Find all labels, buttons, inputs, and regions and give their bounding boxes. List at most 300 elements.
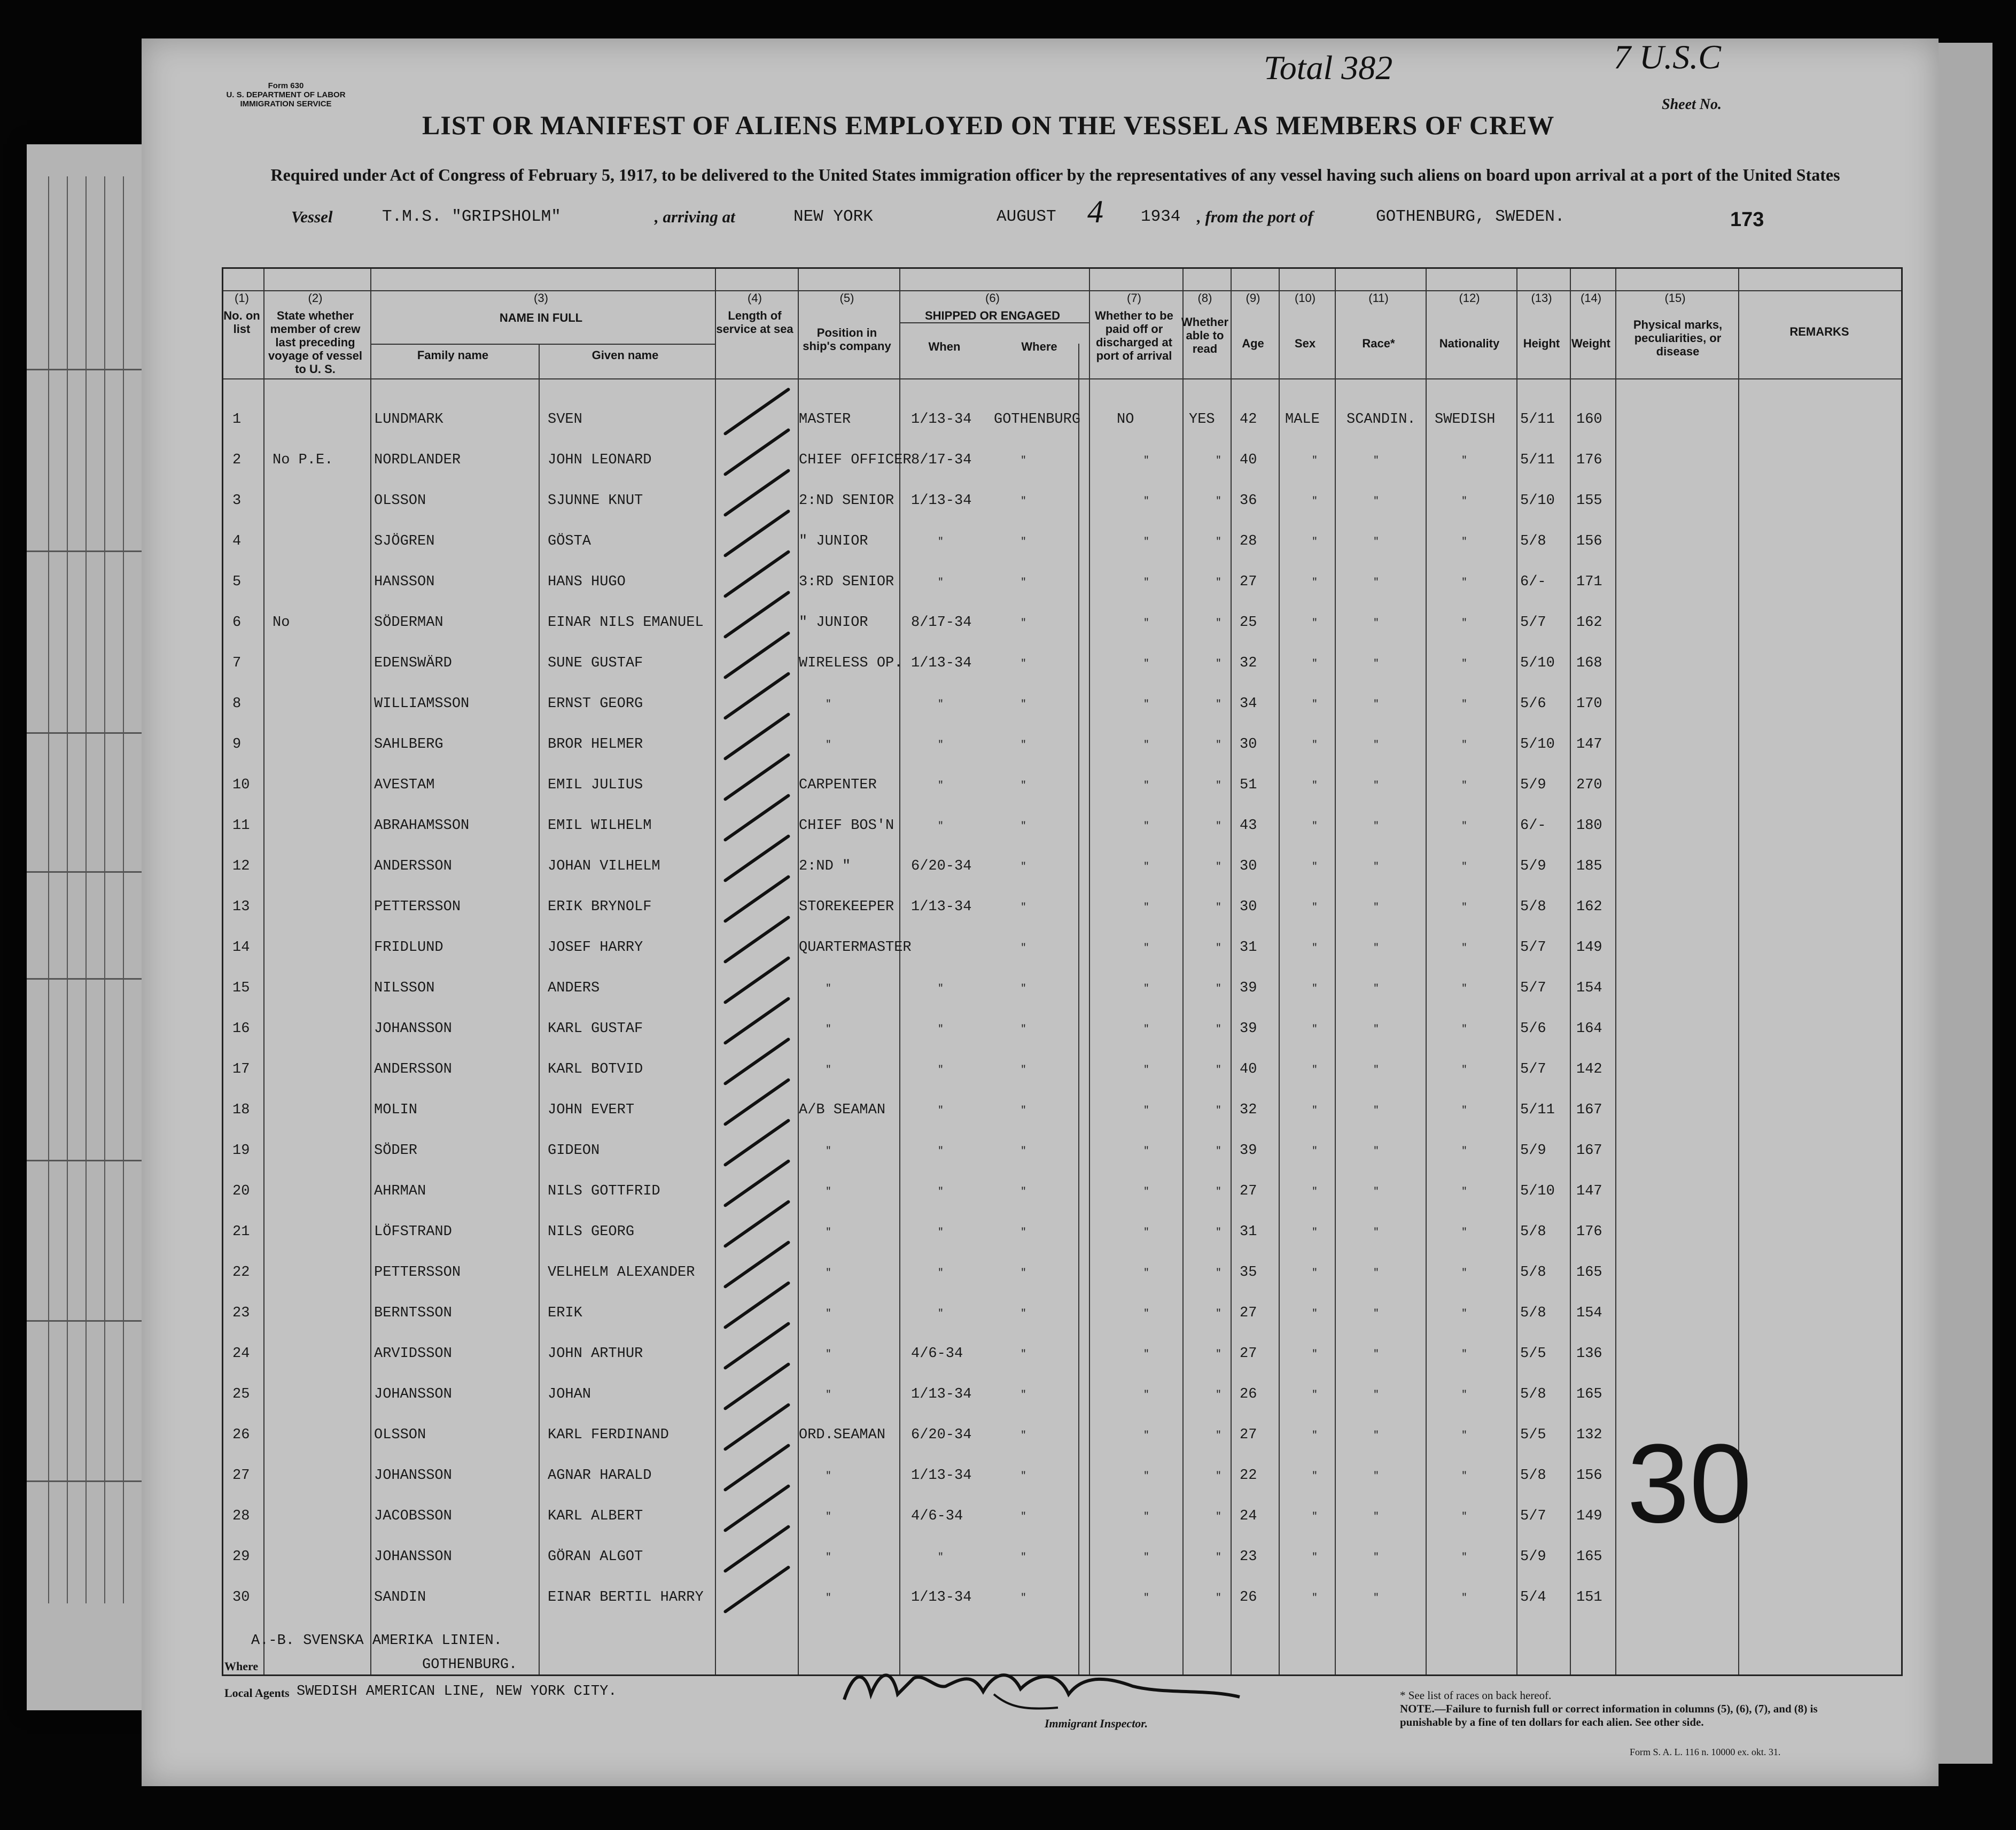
cell-shipped-when: " bbox=[938, 740, 944, 750]
cell-able-to-read: YES bbox=[1189, 412, 1215, 428]
cell-position: STOREKEEPER bbox=[799, 899, 894, 915]
cell-sex: " bbox=[1312, 1024, 1318, 1035]
cell-sex: " bbox=[1312, 1065, 1318, 1075]
cell-height: 5/9 bbox=[1520, 1143, 1546, 1159]
cell-height: 5/6 bbox=[1520, 1021, 1546, 1037]
cell-position: " bbox=[826, 1593, 831, 1603]
cell-height: 5/7 bbox=[1520, 1061, 1546, 1077]
cell-family-name: OLSSON bbox=[374, 1427, 426, 1443]
cell-age: 31 bbox=[1240, 940, 1257, 956]
cell-able-to-read: " bbox=[1216, 1268, 1221, 1278]
cell-shipped-when: " bbox=[938, 821, 944, 832]
cell-nationality: " bbox=[1461, 455, 1467, 466]
cell-row-number: 5 bbox=[232, 574, 242, 590]
cell-shipped-when: " bbox=[938, 1552, 944, 1563]
col-header-height: Height bbox=[1523, 337, 1560, 350]
cell-sex: " bbox=[1312, 577, 1318, 588]
cell-family-name: BERNTSSON bbox=[374, 1305, 452, 1321]
cell-nationality: " bbox=[1461, 1227, 1467, 1238]
cell-shipped-where: " bbox=[1021, 902, 1026, 913]
cell-family-name: JOHANSSON bbox=[374, 1468, 452, 1484]
cell-able-to-read: " bbox=[1216, 1390, 1221, 1400]
page-subtitle: Required under Act of Congress of February 5, 1917, to be delivered to the United States immigration officer by the representatives of any vessel having such aliens on board upon arrival at a port of the United States bbox=[270, 165, 1840, 184]
cell-weight: 165 bbox=[1576, 1386, 1602, 1402]
col-header-physical-marks: Physical marks, peculiarities, or disease bbox=[1633, 318, 1723, 358]
cell-age: 39 bbox=[1240, 1021, 1257, 1037]
cell-weight: 185 bbox=[1576, 858, 1602, 874]
cell-paid-off: " bbox=[1143, 1187, 1149, 1197]
col-num: (7) bbox=[1127, 291, 1141, 305]
cell-able-to-read: " bbox=[1216, 1227, 1221, 1238]
count-note: 30 bbox=[1627, 1421, 1752, 1546]
cell-position: " JUNIOR bbox=[799, 533, 868, 549]
cell-height: 5/8 bbox=[1520, 1468, 1546, 1484]
cell-paid-off: " bbox=[1143, 740, 1149, 750]
cell-age: 27 bbox=[1240, 1346, 1257, 1362]
cell-nationality: " bbox=[1461, 1593, 1467, 1603]
cell-shipped-where: GOTHENBURG bbox=[994, 412, 1081, 428]
cell-row-number: 9 bbox=[232, 736, 242, 753]
cell-shipped-when: 1/13-34 bbox=[911, 1589, 972, 1606]
form-code: Form S. A. L. 116 n. 10000 ex. okt. 31. bbox=[1630, 1747, 1781, 1757]
cell-family-name: NILSSON bbox=[374, 980, 435, 996]
cell-weight: 180 bbox=[1576, 818, 1602, 834]
cell-able-to-read: " bbox=[1216, 862, 1221, 872]
cell-given-name: JOHN EVERT bbox=[548, 1102, 635, 1118]
col-header-family-name: Family name bbox=[417, 348, 489, 362]
cell-race: " bbox=[1373, 577, 1379, 588]
cell-age: 27 bbox=[1240, 1183, 1257, 1199]
cell-sex: " bbox=[1312, 1268, 1318, 1278]
footnote-races: * See list of races on back hereof. bbox=[1400, 1689, 1552, 1702]
cell-nationality: " bbox=[1461, 577, 1467, 588]
cell-position: " bbox=[826, 1511, 831, 1522]
cell-previous-voyage: No bbox=[273, 615, 290, 631]
col-num: (8) bbox=[1197, 291, 1212, 305]
cell-nationality: " bbox=[1461, 658, 1467, 669]
arrival-year: 1934 bbox=[1141, 207, 1181, 226]
cell-family-name: PETTERSSON bbox=[374, 1265, 461, 1281]
cell-nationality: " bbox=[1461, 943, 1467, 953]
cell-height: 5/8 bbox=[1520, 1265, 1546, 1281]
col-num: (6) bbox=[985, 291, 1000, 305]
cell-family-name: JOHANSSON bbox=[374, 1386, 452, 1402]
cell-nationality: " bbox=[1461, 902, 1467, 913]
sheet-label: Sheet No. bbox=[1662, 96, 1722, 113]
cell-given-name: KARL BOTVID bbox=[548, 1061, 643, 1077]
cell-able-to-read: " bbox=[1216, 1471, 1221, 1482]
cell-position: CHIEF BOS'N bbox=[799, 818, 894, 834]
cell-position: 2:ND SENIOR bbox=[799, 493, 894, 509]
cell-nationality: SWEDISH bbox=[1435, 412, 1496, 428]
cell-nationality: " bbox=[1461, 1430, 1467, 1441]
cell-shipped-where: " bbox=[1021, 1105, 1026, 1116]
cell-nationality: " bbox=[1461, 1105, 1467, 1116]
corner-note: 7 U.S.C bbox=[1614, 38, 1721, 76]
cell-sex: " bbox=[1312, 455, 1318, 466]
cell-given-name: VELHELM ALEXANDER bbox=[548, 1265, 695, 1281]
cell-age: 40 bbox=[1240, 452, 1257, 468]
col-num: (9) bbox=[1246, 291, 1260, 305]
sheet-number: 173 bbox=[1730, 208, 1764, 231]
cell-height: 5/10 bbox=[1520, 1183, 1555, 1199]
cell-given-name: NILS GOTTFRID bbox=[548, 1183, 660, 1199]
cell-given-name: JOHAN bbox=[548, 1386, 591, 1402]
cell-family-name: AHRMAN bbox=[374, 1183, 426, 1199]
cell-shipped-where: " bbox=[1021, 496, 1026, 507]
cell-family-name: AVESTAM bbox=[374, 777, 435, 793]
cell-able-to-read: " bbox=[1216, 455, 1221, 466]
cell-nationality: " bbox=[1461, 537, 1467, 547]
cell-row-number: 15 bbox=[232, 980, 250, 996]
cell-shipped-where: " bbox=[1021, 618, 1026, 629]
cell-position: " bbox=[826, 1552, 831, 1563]
cell-family-name: WILLIAMSSON bbox=[374, 696, 470, 712]
cell-sex: " bbox=[1312, 1471, 1318, 1482]
cell-row-number: 8 bbox=[232, 696, 242, 712]
cell-height: 5/7 bbox=[1520, 615, 1546, 631]
cell-height: 5/9 bbox=[1520, 1549, 1546, 1565]
cell-race: " bbox=[1373, 1552, 1379, 1563]
cell-nationality: " bbox=[1461, 1187, 1467, 1197]
cell-row-number: 14 bbox=[232, 940, 250, 956]
cell-height: 5/8 bbox=[1520, 1224, 1546, 1240]
cell-paid-off: " bbox=[1143, 1349, 1149, 1360]
cell-able-to-read: " bbox=[1216, 902, 1221, 913]
cell-row-number: 6 bbox=[232, 615, 242, 631]
cell-family-name: JOHANSSON bbox=[374, 1549, 452, 1565]
cell-shipped-when: " bbox=[938, 1105, 944, 1116]
cell-height: 5/8 bbox=[1520, 899, 1546, 915]
cell-age: 39 bbox=[1240, 1143, 1257, 1159]
cell-weight: 132 bbox=[1576, 1427, 1602, 1443]
cell-paid-off: " bbox=[1143, 862, 1149, 872]
col-num: (12) bbox=[1459, 291, 1480, 305]
cell-weight: 165 bbox=[1576, 1549, 1602, 1565]
cell-race: " bbox=[1373, 1268, 1379, 1278]
cell-age: 22 bbox=[1240, 1468, 1257, 1484]
cell-shipped-when: 1/13-34 bbox=[911, 1386, 972, 1402]
total-note: Total 382 bbox=[1264, 49, 1393, 87]
vessel-label: Vessel bbox=[291, 207, 333, 226]
cell-able-to-read: " bbox=[1216, 1187, 1221, 1197]
cell-age: 25 bbox=[1240, 615, 1257, 631]
cell-row-number: 7 bbox=[232, 655, 242, 671]
cell-weight: 156 bbox=[1576, 1468, 1602, 1484]
col-header-given-name: Given name bbox=[591, 348, 659, 362]
cell-age: 30 bbox=[1240, 858, 1257, 874]
cell-race: " bbox=[1373, 862, 1379, 872]
cell-sex: " bbox=[1312, 780, 1318, 791]
cell-row-number: 20 bbox=[232, 1183, 250, 1199]
cell-shipped-when: " bbox=[938, 537, 944, 547]
cell-shipped-when: " bbox=[938, 1065, 944, 1075]
cell-weight: 155 bbox=[1576, 493, 1602, 509]
cell-able-to-read: " bbox=[1216, 943, 1221, 953]
col-num: (13) bbox=[1531, 291, 1552, 305]
cell-family-name: EDENSWÄRD bbox=[374, 655, 452, 671]
col-num: (4) bbox=[748, 291, 762, 305]
cell-weight: 170 bbox=[1576, 696, 1602, 712]
cell-position: CARPENTER bbox=[799, 777, 877, 793]
cell-given-name: KARL ALBERT bbox=[548, 1508, 643, 1524]
cell-sex: " bbox=[1312, 740, 1318, 750]
cell-sex: " bbox=[1312, 983, 1318, 994]
cell-position: " bbox=[826, 740, 831, 750]
cell-weight: 147 bbox=[1576, 736, 1602, 753]
cell-shipped-when: " bbox=[938, 983, 944, 994]
cell-position: A/B SEAMAN bbox=[799, 1102, 886, 1118]
cell-height: 5/9 bbox=[1520, 777, 1546, 793]
col-header-age: Age bbox=[1242, 337, 1264, 350]
cell-shipped-where: " bbox=[1021, 1593, 1026, 1603]
cell-race: " bbox=[1373, 1146, 1379, 1157]
cell-age: 42 bbox=[1240, 412, 1257, 428]
cell-position: " bbox=[826, 1349, 831, 1360]
cell-able-to-read: " bbox=[1216, 658, 1221, 669]
cell-height: 5/4 bbox=[1520, 1589, 1546, 1606]
cell-row-number: 18 bbox=[232, 1102, 250, 1118]
col-header-service: Length of service at sea bbox=[716, 309, 793, 336]
cell-position: QUARTERMASTER bbox=[799, 940, 912, 956]
cell-given-name: ERNST GEORG bbox=[548, 696, 643, 712]
cell-weight: 160 bbox=[1576, 412, 1602, 428]
cell-nationality: " bbox=[1461, 1471, 1467, 1482]
cell-sex: MALE bbox=[1285, 412, 1320, 428]
cell-age: 32 bbox=[1240, 655, 1257, 671]
cell-paid-off: " bbox=[1143, 780, 1149, 791]
cell-race: " bbox=[1373, 537, 1379, 547]
cell-given-name: JOHAN VILHELM bbox=[548, 858, 660, 874]
cell-row-number: 10 bbox=[232, 777, 250, 793]
cell-able-to-read: " bbox=[1216, 780, 1221, 791]
cell-position: " bbox=[826, 1471, 831, 1482]
cell-nationality: " bbox=[1461, 1349, 1467, 1360]
cell-row-number: 27 bbox=[232, 1468, 250, 1484]
cell-position: " bbox=[826, 1268, 831, 1278]
cell-shipped-when: " bbox=[938, 1268, 944, 1278]
cell-shipped-where: " bbox=[1021, 821, 1026, 832]
cell-sex: " bbox=[1312, 1146, 1318, 1157]
cell-family-name: ANDERSSON bbox=[374, 858, 452, 874]
col-header-read: Whether able to read bbox=[1181, 315, 1228, 355]
cell-sex: " bbox=[1312, 496, 1318, 507]
cell-shipped-where: " bbox=[1021, 983, 1026, 994]
cell-paid-off: " bbox=[1143, 821, 1149, 832]
cell-given-name: ANDERS bbox=[548, 980, 600, 996]
cell-row-number: 19 bbox=[232, 1143, 250, 1159]
cell-position: MASTER bbox=[799, 412, 851, 428]
cell-paid-off: " bbox=[1143, 1024, 1149, 1035]
cell-given-name: JOSEF HARRY bbox=[548, 940, 643, 956]
cell-age: 36 bbox=[1240, 493, 1257, 509]
cell-row-number: 1 bbox=[232, 412, 242, 428]
cell-nationality: " bbox=[1461, 780, 1467, 791]
cell-race: " bbox=[1373, 1511, 1379, 1522]
cell-shipped-where: " bbox=[1021, 699, 1026, 710]
cell-row-number: 25 bbox=[232, 1386, 250, 1402]
cell-paid-off: " bbox=[1143, 1552, 1149, 1563]
cell-nationality: " bbox=[1461, 1552, 1467, 1563]
cell-family-name: ABRAHAMSSON bbox=[374, 818, 470, 834]
cell-shipped-where: " bbox=[1021, 740, 1026, 750]
cell-family-name: SANDIN bbox=[374, 1589, 426, 1606]
cell-race: " bbox=[1373, 902, 1379, 913]
cell-nationality: " bbox=[1461, 618, 1467, 629]
cell-able-to-read: " bbox=[1216, 1065, 1221, 1075]
cell-height: 5/10 bbox=[1520, 493, 1555, 509]
cell-paid-off: NO bbox=[1117, 412, 1134, 428]
where-label: Where bbox=[224, 1660, 259, 1673]
cell-family-name: ARVIDSSON bbox=[374, 1346, 452, 1362]
cell-race: " bbox=[1373, 1024, 1379, 1035]
cell-weight: 176 bbox=[1576, 452, 1602, 468]
cell-row-number: 30 bbox=[232, 1589, 250, 1606]
inspector-signature bbox=[834, 1657, 1250, 1716]
cell-able-to-read: " bbox=[1216, 537, 1221, 547]
cell-position: " bbox=[826, 1024, 831, 1035]
cell-paid-off: " bbox=[1143, 455, 1149, 466]
cell-sex: " bbox=[1312, 699, 1318, 710]
cell-position: CHIEF OFFICER bbox=[799, 452, 912, 468]
cell-shipped-when: " bbox=[938, 1227, 944, 1238]
cell-position: " bbox=[826, 1065, 831, 1075]
cell-position: WIRELESS OP. bbox=[799, 655, 903, 671]
cell-family-name: OLSSON bbox=[374, 493, 426, 509]
vessel-name: T.M.S. "GRIPSHOLM" bbox=[382, 207, 561, 226]
cell-given-name: BROR HELMER bbox=[548, 736, 643, 753]
cell-position: 2:ND " bbox=[799, 858, 851, 874]
cell-given-name: KARL GUSTAF bbox=[548, 1021, 643, 1037]
cell-paid-off: " bbox=[1143, 1308, 1149, 1319]
cell-sex: " bbox=[1312, 902, 1318, 913]
cell-family-name: PETTERSSON bbox=[374, 899, 461, 915]
cell-age: 27 bbox=[1240, 1305, 1257, 1321]
cell-shipped-when: " bbox=[938, 577, 944, 588]
col-num: (5) bbox=[839, 291, 854, 305]
cell-weight: 156 bbox=[1576, 533, 1602, 549]
col-header-race: Race* bbox=[1362, 337, 1395, 350]
cell-height: 6/- bbox=[1520, 818, 1546, 834]
footnote-fine: NOTE.—Failure to furnish full or correct information in columns (5), (6), (7), and (8) is punishable by a fine of ten dollars for each alien. See other side. bbox=[1400, 1702, 1818, 1728]
cell-shipped-when: " bbox=[938, 1308, 944, 1319]
from-port: GOTHENBURG, SWEDEN. bbox=[1376, 207, 1565, 226]
cell-height: 5/7 bbox=[1520, 940, 1546, 956]
cell-family-name: JACOBSSON bbox=[374, 1508, 452, 1524]
cell-paid-off: " bbox=[1143, 537, 1149, 547]
cell-shipped-where: " bbox=[1021, 658, 1026, 669]
cell-shipped-where: " bbox=[1021, 577, 1026, 588]
cell-nationality: " bbox=[1461, 699, 1467, 710]
cell-height: 5/5 bbox=[1520, 1346, 1546, 1362]
cell-shipped-where: " bbox=[1021, 1390, 1026, 1400]
cell-weight: 149 bbox=[1576, 1508, 1602, 1524]
inspector-label: Immigrant Inspector. bbox=[1045, 1717, 1148, 1730]
cell-shipped-where: " bbox=[1021, 1308, 1026, 1319]
cell-shipped-where: " bbox=[1021, 1146, 1026, 1157]
cell-paid-off: " bbox=[1143, 1471, 1149, 1482]
cell-age: 26 bbox=[1240, 1386, 1257, 1402]
col-header-remarks: REMARKS bbox=[1789, 325, 1849, 338]
cell-shipped-where: " bbox=[1021, 780, 1026, 791]
arriving-port: NEW YORK bbox=[793, 207, 873, 226]
cell-race: " bbox=[1373, 943, 1379, 953]
cell-race: " bbox=[1373, 821, 1379, 832]
cell-given-name: ERIK BRYNOLF bbox=[548, 899, 652, 915]
cell-paid-off: " bbox=[1143, 1065, 1149, 1075]
cell-sex: " bbox=[1312, 1430, 1318, 1441]
cell-paid-off: " bbox=[1143, 699, 1149, 710]
cell-shipped-when: 6/20-34 bbox=[911, 858, 972, 874]
page-title: LIST OR MANIFEST OF ALIENS EMPLOYED ON THE VESSEL AS MEMBERS OF CREW bbox=[422, 110, 1555, 140]
where-value: GOTHENBURG. bbox=[422, 1657, 518, 1673]
agents-label: Local Agents bbox=[224, 1686, 290, 1700]
cell-paid-off: " bbox=[1143, 496, 1149, 507]
cell-height: 5/11 bbox=[1520, 412, 1555, 428]
col-header-position: Position in ship's company bbox=[803, 326, 891, 353]
cell-height: 5/10 bbox=[1520, 736, 1555, 753]
cell-shipped-where: " bbox=[1021, 1024, 1026, 1035]
cell-nationality: " bbox=[1461, 1308, 1467, 1319]
cell-able-to-read: " bbox=[1216, 496, 1221, 507]
agents-value: SWEDISH AMERICAN LINE, NEW YORK CITY. bbox=[297, 1684, 617, 1700]
col-header-paid-off: Whether to be paid off or discharged at port of arrival bbox=[1095, 309, 1173, 362]
cell-height: 5/8 bbox=[1520, 533, 1546, 549]
cell-given-name: GIDEON bbox=[548, 1143, 600, 1159]
cell-paid-off: " bbox=[1143, 577, 1149, 588]
cell-age: 26 bbox=[1240, 1589, 1257, 1606]
cell-paid-off: " bbox=[1143, 1146, 1149, 1157]
cell-age: 31 bbox=[1240, 1224, 1257, 1240]
cell-age: 35 bbox=[1240, 1265, 1257, 1281]
cell-race: " bbox=[1373, 1065, 1379, 1075]
cell-paid-off: " bbox=[1143, 902, 1149, 913]
cell-race: " bbox=[1373, 1349, 1379, 1360]
cell-paid-off: " bbox=[1143, 618, 1149, 629]
cell-shipped-when: 1/13-34 bbox=[911, 655, 972, 671]
cell-height: 5/7 bbox=[1520, 1508, 1546, 1524]
cell-shipped-where: " bbox=[1021, 943, 1026, 953]
cell-able-to-read: " bbox=[1216, 1593, 1221, 1603]
cell-row-number: 3 bbox=[232, 493, 242, 509]
cell-weight: 147 bbox=[1576, 1183, 1602, 1199]
cell-row-number: 28 bbox=[232, 1508, 250, 1524]
cell-sex: " bbox=[1312, 537, 1318, 547]
cell-given-name: GÖRAN ALGOT bbox=[548, 1549, 643, 1565]
cell-nationality: " bbox=[1461, 983, 1467, 994]
cell-paid-off: " bbox=[1143, 1268, 1149, 1278]
cell-shipped-where: " bbox=[1021, 1187, 1026, 1197]
cell-given-name: JOHN LEONARD bbox=[548, 452, 652, 468]
cell-shipped-where: " bbox=[1021, 1268, 1026, 1278]
cell-shipped-when: 1/13-34 bbox=[911, 493, 972, 509]
cell-sex: " bbox=[1312, 1349, 1318, 1360]
cell-shipped-where: " bbox=[1021, 537, 1026, 547]
cell-family-name: SÖDER bbox=[374, 1143, 418, 1159]
cell-able-to-read: " bbox=[1216, 983, 1221, 994]
cell-given-name: ERIK bbox=[548, 1305, 582, 1321]
cell-height: 6/- bbox=[1520, 574, 1546, 590]
cell-able-to-read: " bbox=[1216, 1024, 1221, 1035]
cell-race: " bbox=[1373, 658, 1379, 669]
cell-position: 3:RD SENIOR bbox=[799, 574, 894, 590]
cell-weight: 164 bbox=[1576, 1021, 1602, 1037]
cell-sex: " bbox=[1312, 1511, 1318, 1522]
cell-race: " bbox=[1373, 983, 1379, 994]
cell-age: 51 bbox=[1240, 777, 1257, 793]
cell-position: " bbox=[826, 1187, 831, 1197]
cell-sex: " bbox=[1312, 1593, 1318, 1603]
